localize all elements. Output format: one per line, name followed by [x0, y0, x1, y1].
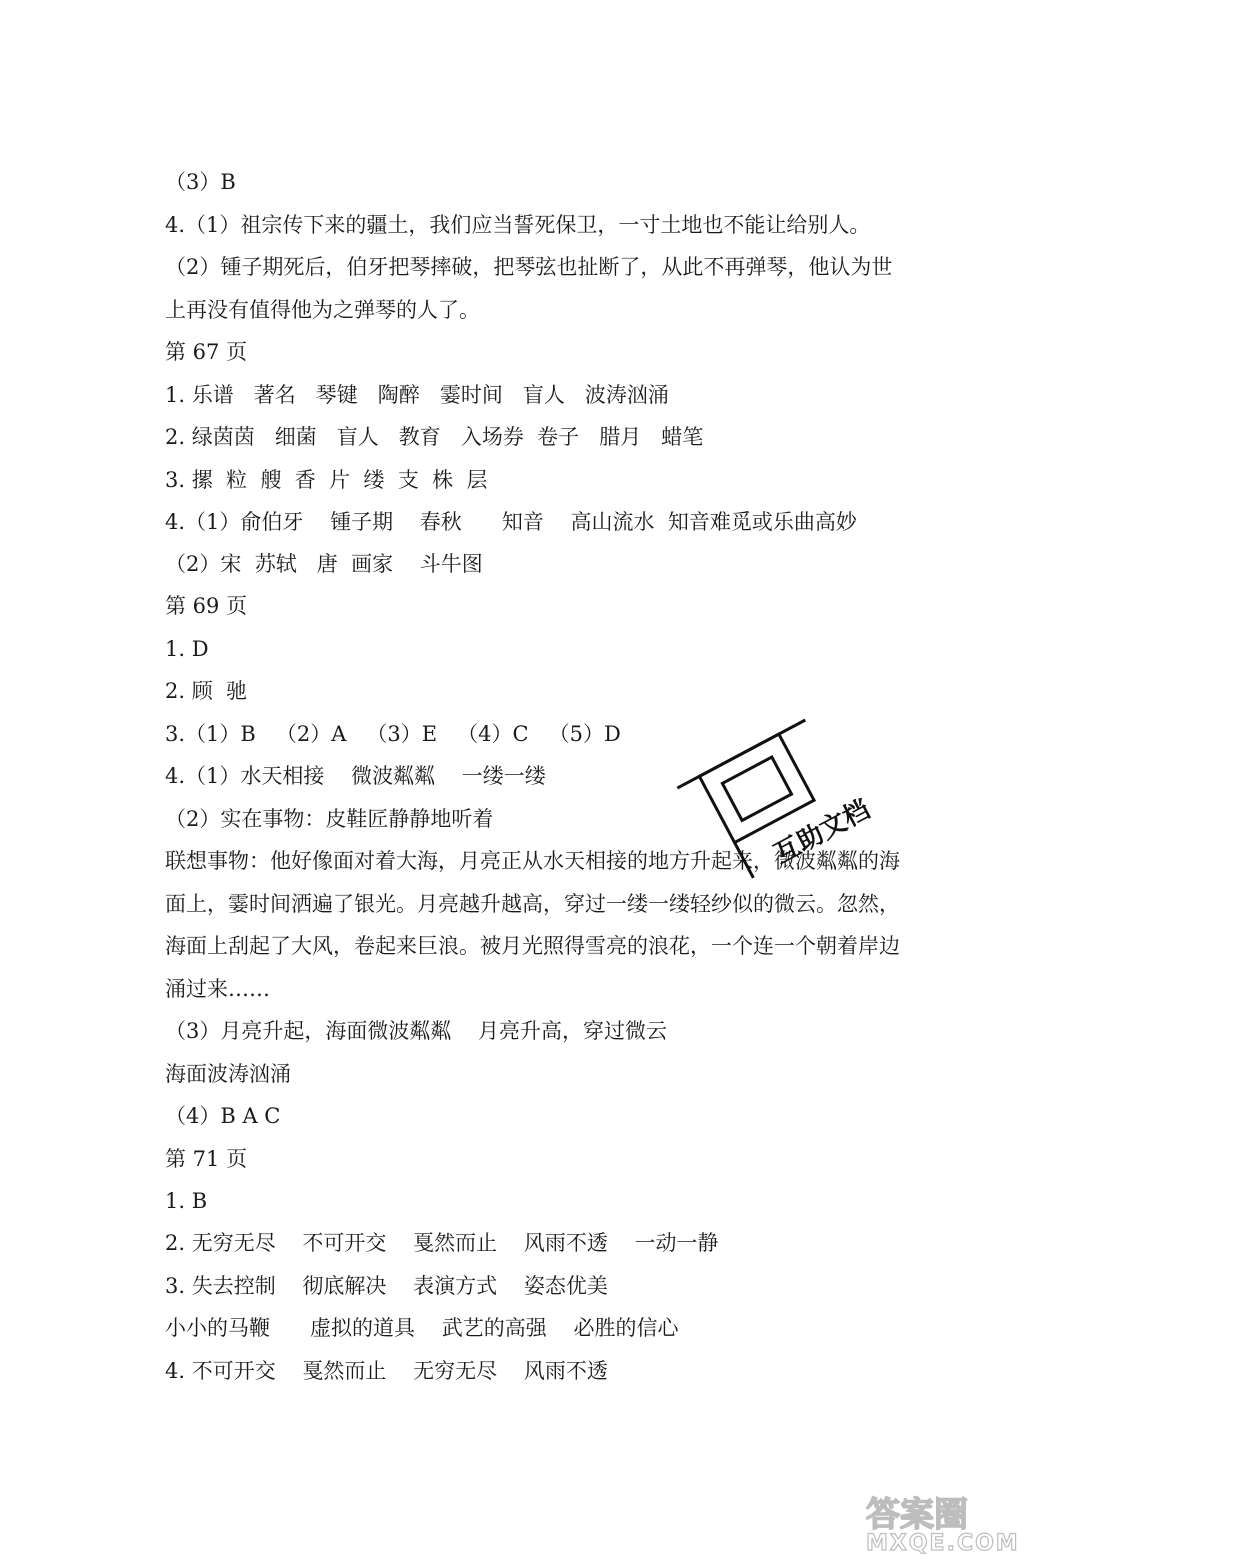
answer-line: 2. 无穷无尽 不可开交 戛然而止 风雨不透 一动一静	[165, 1231, 719, 1255]
answer-line: 4.（1）水天相接 微波粼粼 一缕一缕	[165, 764, 546, 788]
answer-line: 涌过来……	[165, 977, 270, 1001]
answer-line: 3.（1）B （2）A （3）E （4）C （5）D	[165, 722, 621, 746]
answer-line: 1. 乐谱 著名 琴键 陶醉 霎时间 盲人 波涛汹涌	[165, 383, 669, 407]
page-heading: 第 67 页	[165, 340, 248, 364]
page-heading: 第 69 页	[165, 594, 248, 618]
answer-line: 联想事物：他好像面对着大海，月亮正从水天相接的地方升起来，微波粼粼的海	[165, 849, 900, 873]
answer-line: 2. 绿茵茵 细菌 盲人 教育 入场券 卷子 腊月 蜡笔	[165, 425, 704, 449]
watermark-stamp	[672, 712, 875, 882]
answer-line: 上再没有值得他为之弹琴的人了。	[165, 298, 480, 322]
answer-line: 3. 失去控制 彻底解决 表演方式 姿态优美	[165, 1274, 608, 1298]
answer-line: 4. 不可开交 戛然而止 无穷无尽 风雨不透	[165, 1359, 608, 1383]
watermark-corner-url: MXQE.COM	[866, 1531, 1020, 1556]
answer-line: 2. 顾 驰	[165, 679, 248, 703]
answer-line: 面上，霎时间洒遍了银光。月亮越升越高，穿过一缕一缕轻纱似的微云。忽然，	[165, 892, 900, 916]
answer-line: 1. D	[165, 637, 209, 661]
answer-line: （4）B A C	[165, 1104, 281, 1128]
watermark-corner	[862, 1490, 1062, 1554]
watermark-corner-logo: 答案圈	[866, 1495, 968, 1535]
answer-line: 4.（1）祖宗传下来的疆土，我们应当誓死保卫，一寸土地也不能让给别人。	[165, 213, 871, 237]
answer-line: （2）锺子期死后，伯牙把琴摔破，把琴弦也扯断了，从此不再弹琴，他认为世	[165, 255, 893, 279]
answer-line: 小小的马鞭 虚拟的道具 武艺的高强 必胜的信心	[165, 1316, 679, 1340]
answer-line: 海面上刮起了大风，卷起来巨浪。被月光照得雪亮的浪花，一个连一个朝着岸边	[165, 934, 900, 958]
page-heading: 第 71 页	[165, 1147, 248, 1171]
answer-line: 4.（1）俞伯牙 锺子期 春秋 知音 高山流水 知音难觅或乐曲高妙	[165, 510, 857, 534]
answer-line: 海面波涛汹涌	[165, 1062, 291, 1086]
answer-line: （3）月亮升起，海面微波粼粼 月亮升高，穿过微云	[165, 1019, 668, 1043]
watermark-stamp-text: 互助文档	[769, 794, 875, 870]
answer-line: 1. B	[165, 1189, 208, 1213]
answer-line: （3）B	[165, 170, 236, 194]
answer-line: 3. 摞 粒 艘 香 片 缕 支 株 层	[165, 468, 488, 492]
answer-line: （2）实在事物：皮鞋匠静静地听着	[165, 807, 494, 831]
answer-line: （2）宋 苏轼 唐 画家 斗牛图	[165, 552, 483, 576]
